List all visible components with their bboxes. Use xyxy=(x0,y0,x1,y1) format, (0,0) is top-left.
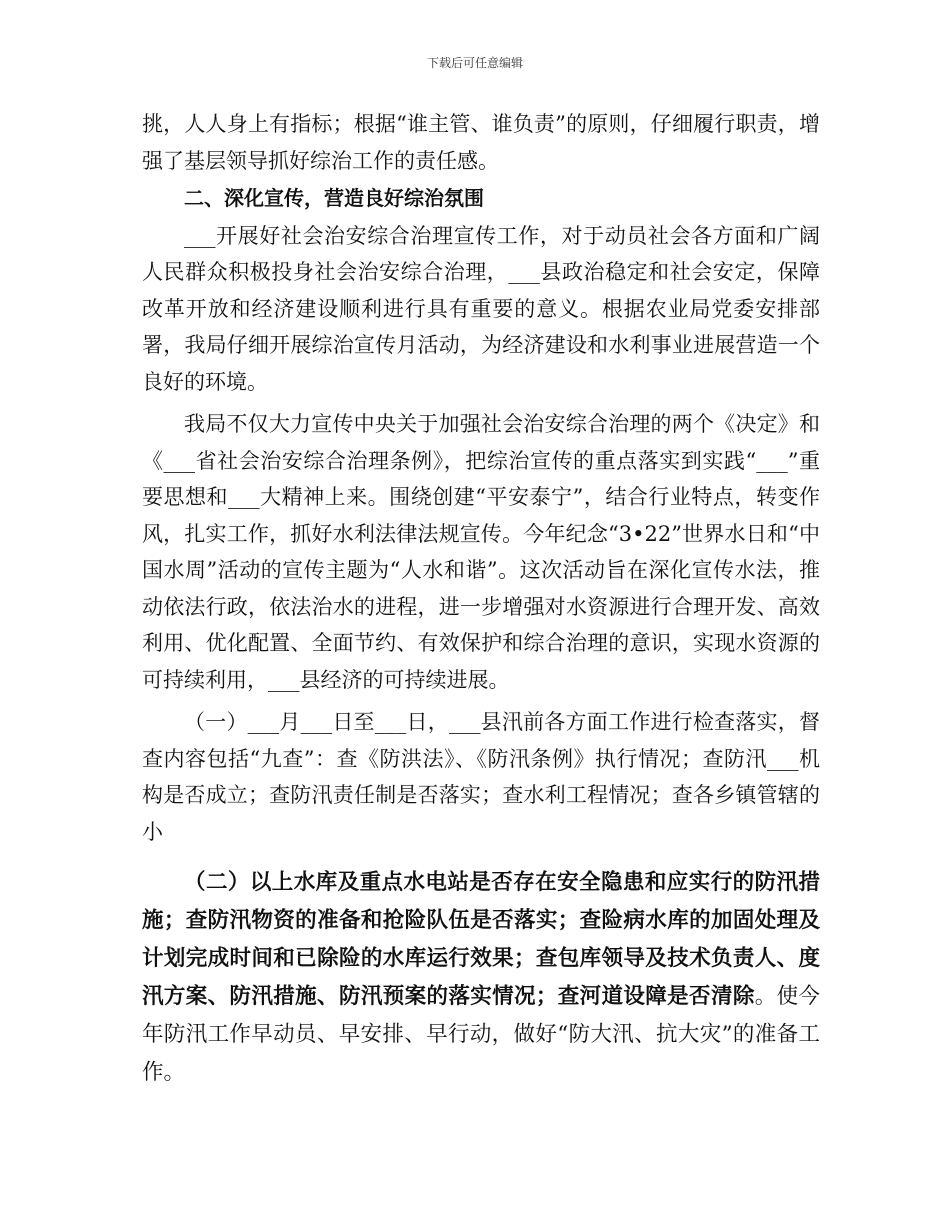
document-body xyxy=(142,106,820,1092)
paragraph-inspection-one: （一）___月___日至___日，___县汛前各方面工作进行检查落实，督查内容包括“九查”：查《防洪法》、《防汛条例》执行情况；查防汛___机构是否成立；查防汛责任制是否落实；查水利工程情况；查各乡镇管辖的小 xyxy=(142,710,820,844)
paragraph-publicity: ___开展好社会治安综合治理宣传工作，对于动员社会各方面和广阔人民群众积极投身社会治安综合治理，___县政治稳定和社会安定，保障改革开放和经济建设顺利进行具有重要的意义。根据农业局党委安排部署，我局仔细开展综治宣传月活动，为经济建设和水利事业进展营造一个良好的环境。 xyxy=(142,223,820,394)
paragraph-water-law: 我局不仅大力宣传中央关于加强社会治安综合治理的两个《决定》和《___省社会治安综合治理条例》，把综治宣传的重点落实到实践“___”重要思想和___大精神上来。围绕创建“平安泰宁”，结合行业特点，转变作风，扎实工作，抓好水利法律法规宣传。今年纪念“3•22”世界水日和“中国水周”活动的宣传主题为“人水和谐”。这次活动旨在深化宣传水法，推动依法行政，依法治水的进程，进一步增强对水资源进行合理开发、高效利用、优化配置、全面节约、有效保护和综合治理的意识，实现水资源的可持续利用，___县经济的可持续进展。 xyxy=(142,412,820,692)
paragraph-inspection-two xyxy=(142,864,820,1092)
bold-inspection-text: （二）以上水库及重点水电站是否存在安全隐患和应实行的防汛措施；查防汛物资的准备和抢险队伍是否落实；查险病水库的加固处理及计划完成时间和已除险的水库运行效果；查包库领导及技术负责人、度汛方案、防汛措施、防汛预案的落实情况；查河道设障是否清除 xyxy=(142,870,820,1009)
paragraph-continuation: 挑，人人身上有指标；根据“谁主管、谁负责”的原则，仔细履行职责，增强了基层领导抓好综治工作的责任感。 xyxy=(142,112,820,173)
regular-inspection-text: 。使今年防汛工作早动员、早安排、早行动，做好“防大汛、抗大灾”的准备工作。 xyxy=(142,984,820,1085)
section-heading: 二、深化宣传，营造良好综治氛围 xyxy=(184,186,484,210)
page-header: 下载后可任意编辑 xyxy=(426,56,523,70)
